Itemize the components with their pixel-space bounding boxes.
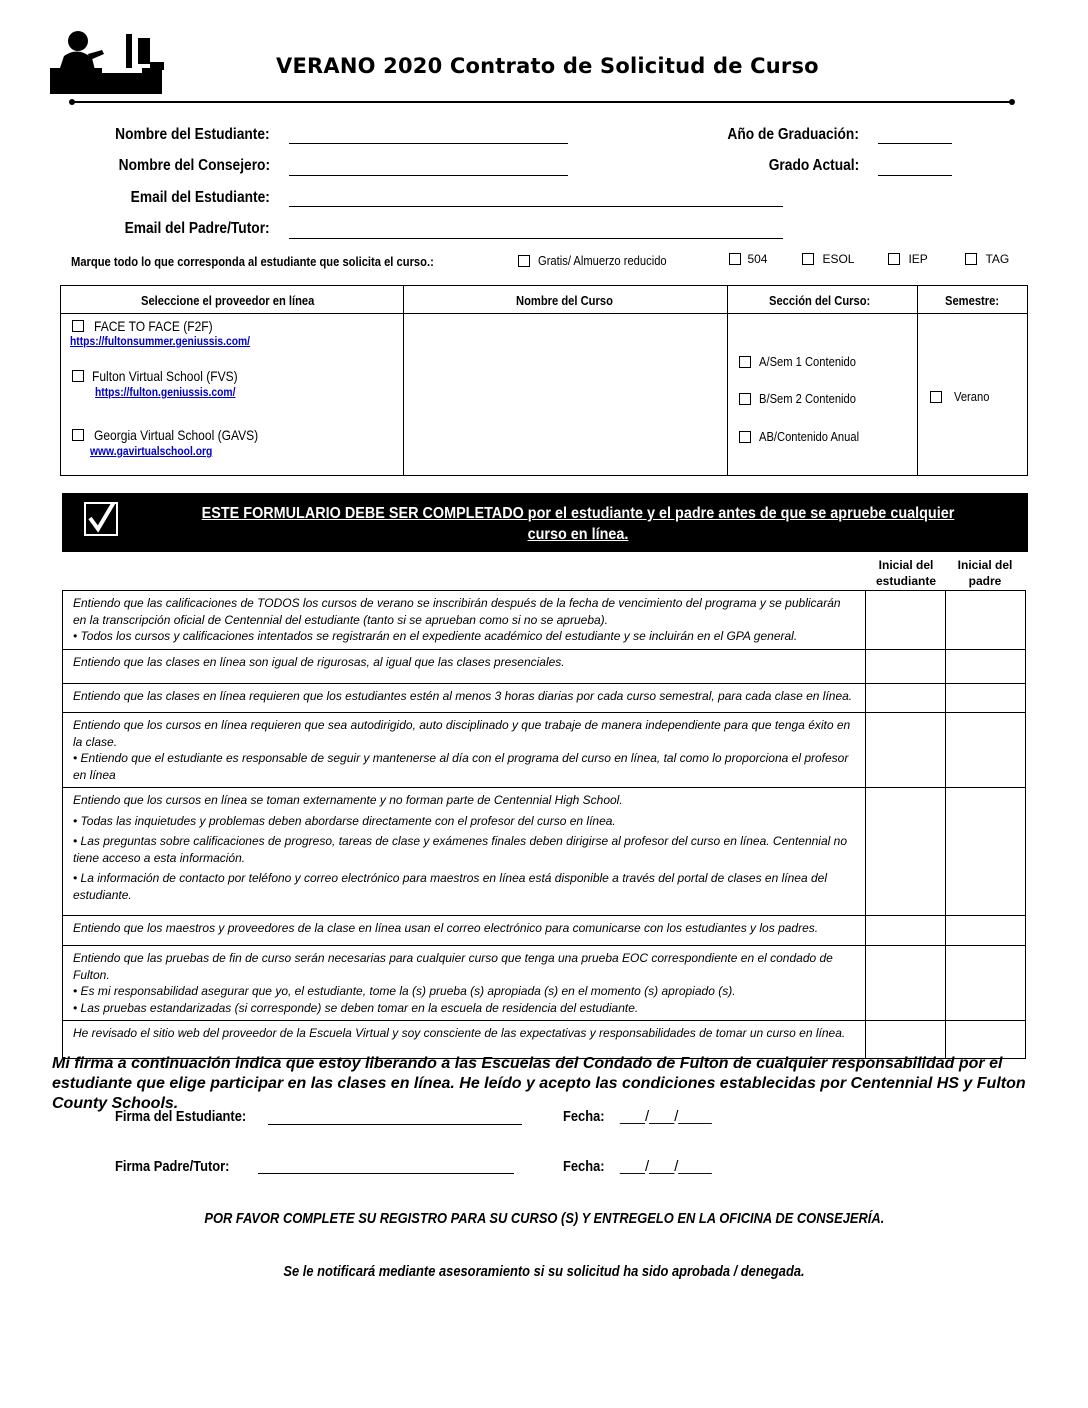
section-ab-checkbox[interactable] bbox=[739, 431, 751, 443]
section-b-checkbox[interactable] bbox=[739, 393, 751, 405]
semester-header: Semestre: bbox=[945, 293, 1000, 308]
notice-banner bbox=[62, 493, 1028, 552]
student-signature-field[interactable] bbox=[268, 1124, 522, 1125]
student-initial-box[interactable] bbox=[866, 591, 946, 650]
student-initial-box[interactable] bbox=[866, 684, 946, 713]
parent-date-field[interactable]: ___/___/____ bbox=[620, 1158, 712, 1175]
student-initial-header: Inicial del estudiante bbox=[875, 558, 936, 588]
header-divider bbox=[72, 101, 1012, 103]
student-name-field[interactable] bbox=[289, 143, 568, 144]
parent-email-label: Email del Padre/Tutor: bbox=[124, 220, 270, 237]
section-ab[interactable]: AB/Contenido Anual bbox=[739, 428, 875, 444]
liability-disclaimer: Mi firma a continuación indica que estoy liberando a las Escuelas del Condado de Fulton de cualquier responsabilidad por el estudiante que elige participar en las clases en línea. He leído y acepto las condiciones establecidas por Centennial HS y Fulton County Schools. bbox=[52, 1055, 1026, 1112]
parent-initial-box[interactable] bbox=[946, 788, 1026, 916]
grad-year-label: Año de Graduación: bbox=[727, 126, 859, 143]
banner-text: ESTE FORMULARIO DEBE SER COMPLETADO por el estudiante y el padre antes de que se apruebe cualquier curso en línea. bbox=[201, 505, 955, 543]
current-grade-label: Grado Actual: bbox=[768, 157, 859, 174]
agreement-row bbox=[63, 684, 1026, 713]
agreement-text: Entiendo que las clases en línea son igual de rigurosas, al igual que las clases presenciales. bbox=[63, 650, 866, 684]
agreement-row bbox=[63, 916, 1026, 946]
f2f-checkbox[interactable] bbox=[72, 320, 84, 332]
iep-checkbox[interactable] bbox=[888, 253, 900, 265]
lunch-checkbox[interactable] bbox=[518, 255, 530, 267]
tag-option[interactable]: TAG bbox=[965, 250, 1009, 268]
parent-initial-box[interactable] bbox=[946, 946, 1026, 1021]
parent-initial-box[interactable] bbox=[946, 1021, 1026, 1059]
notification-note: Se le notificará mediante asesoramiento si su solicitud ha sido aprobada / denegada. bbox=[283, 1263, 805, 1280]
iep-option[interactable]: IEP bbox=[888, 250, 928, 268]
parent-initial-box[interactable] bbox=[946, 916, 1026, 946]
course-name-column[interactable] bbox=[404, 286, 728, 475]
student-initial-box[interactable] bbox=[866, 1021, 946, 1059]
section-column bbox=[728, 286, 918, 475]
verano-checkbox[interactable] bbox=[930, 391, 942, 403]
504-option[interactable]: 504 bbox=[729, 250, 767, 268]
student-email-field[interactable] bbox=[289, 206, 783, 207]
section-b[interactable]: B/Sem 2 Contenido bbox=[739, 390, 871, 406]
parent-signature-field[interactable] bbox=[258, 1173, 514, 1174]
student-signature-label: Firma del Estudiante: bbox=[115, 1108, 247, 1125]
current-grade-field[interactable] bbox=[878, 175, 952, 176]
parent-initial-header: Inicial del padre bbox=[957, 558, 1013, 588]
504-checkbox[interactable] bbox=[729, 253, 741, 265]
provider-fvs[interactable]: Fulton Virtual School (FVS) bbox=[72, 367, 261, 384]
grad-year-field[interactable] bbox=[878, 143, 952, 144]
page-title: VERANO 2020 Contrato de Solicitud de Curso bbox=[276, 54, 819, 78]
counselor-name-label: Nombre del Consejero: bbox=[118, 157, 270, 174]
student-email-label: Email del Estudiante: bbox=[130, 189, 270, 206]
agreement-text: Entiendo que las calificaciones de TODOS los cursos de verano se inscribirán después de la fecha de vencimiento del programa y se publicarán en la transcripción oficial de Centennial del estudiante (tanto si se aprueban como si no se aprueba). • Todos los cursos y calificaciones intentados se registrarán en el expediente académico del estudiante y se incluirán en el GPA general. bbox=[63, 591, 866, 650]
agreement-text: Entiendo que las pruebas de fin de curso serán necesarias para cualquier curso que tenga una prueba EOC correspondiente en el condado de Fulton. • Es mi responsabilidad asegurar que yo, el estudiante, tome la (s) prueba (s) apropiada (s) en el momento (s) apropiado (s). • Las pruebas estandarizadas (si corresponde) se deben tomar en la escuela de residencia del estudiante. bbox=[63, 946, 866, 1021]
fvs-link[interactable]: https://fulton.geniussis.com/ bbox=[95, 385, 236, 399]
checkmark-box-icon bbox=[84, 502, 118, 536]
gavs-link[interactable]: www.gavirtualschool.org bbox=[90, 444, 213, 458]
student-initial-box[interactable] bbox=[866, 916, 946, 946]
agreement-row bbox=[63, 713, 1026, 788]
agreement-row bbox=[63, 788, 1026, 916]
parent-signature-label: Firma Padre/Tutor: bbox=[115, 1158, 230, 1175]
fvs-checkbox[interactable] bbox=[72, 370, 84, 382]
agreement-text: Entiendo que los maestros y proveedores de la clase en línea usan el correo electrónico para comunicarse con los estudiantes y los padres. bbox=[63, 916, 866, 946]
parent-initial-box[interactable] bbox=[946, 591, 1026, 650]
esol-checkbox[interactable] bbox=[802, 253, 814, 265]
parent-initial-box[interactable] bbox=[946, 713, 1026, 788]
student-initial-box[interactable] bbox=[866, 713, 946, 788]
semester-verano[interactable]: Verano bbox=[930, 388, 995, 404]
agreement-row bbox=[63, 946, 1026, 1021]
mark-all-label: Marque todo lo que corresponda al estudiante que solicita el curso.: bbox=[71, 254, 434, 269]
section-a-checkbox[interactable] bbox=[739, 356, 751, 368]
agreement-text: He revisado el sitio web del proveedor de la Escuela Virtual y soy consciente de las expectativas y responsabilidades de tomar un curso en línea. bbox=[63, 1021, 866, 1059]
gavs-checkbox[interactable] bbox=[72, 429, 84, 441]
student-date-field[interactable]: ___/___/____ bbox=[620, 1108, 712, 1125]
agreement-table bbox=[62, 590, 1026, 1059]
parent-initial-box[interactable] bbox=[946, 650, 1026, 684]
student-initial-box[interactable] bbox=[866, 946, 946, 1021]
parent-date-label: Fecha: bbox=[563, 1158, 605, 1175]
agreement-text: Entiendo que las clases en línea requieren que los estudiantes estén al menos 3 horas diarias por cada curso semestral, para cada clase en línea. bbox=[63, 684, 866, 713]
provider-gavs[interactable]: Georgia Virtual School (GAVS) bbox=[72, 426, 285, 443]
f2f-link[interactable]: https://fultonsummer.geniussis.com/ bbox=[70, 334, 251, 348]
lunch-option[interactable]: Gratis/ Almuerzo reducido bbox=[518, 252, 688, 270]
submission-note: POR FAVOR COMPLETE SU REGISTRO PARA SU CURSO (S) Y ENTREGELO EN LA OFICINA DE CONSEJERÍA. bbox=[204, 1210, 884, 1227]
section-a[interactable]: A/Sem 1 Contenido bbox=[739, 353, 871, 369]
parent-initial-box[interactable] bbox=[946, 684, 1026, 713]
provider-f2f[interactable]: FACE TO FACE (F2F) bbox=[72, 317, 232, 334]
student-initial-box[interactable] bbox=[866, 650, 946, 684]
agreement-text: Entiendo que los cursos en línea requieren que sea autodirigido, auto disciplinado y que trabaje de manera independiente para que tenga éxito en la clase. • Entiendo que el estudiante es responsable de seguir y mantenerse al día con el programa del curso en línea, tal como lo proporciona el profesor en línea bbox=[63, 713, 866, 788]
agreement-row bbox=[63, 1021, 1026, 1059]
esol-option[interactable]: ESOL bbox=[802, 250, 854, 268]
agreement-row bbox=[63, 650, 1026, 684]
counselor-name-field[interactable] bbox=[289, 175, 568, 176]
student-initial-box[interactable] bbox=[866, 788, 946, 916]
section-header: Sección del Curso: bbox=[769, 293, 871, 308]
tag-checkbox[interactable] bbox=[965, 253, 977, 265]
course-name-header: Nombre del Curso bbox=[516, 293, 613, 308]
agreement-row bbox=[63, 591, 1026, 650]
agreement-text: Entiendo que los cursos en línea se toman externamente y no forman parte de Centennial High School. • Todas las inquietudes y problemas deben abordarse directamente con el profesor del curso en línea. • Las preguntas sobre calificaciones de progreso, tareas de clase y exámenes finales deben dirigirse al profesor del curso en línea. Centennial no tiene acceso a esta información. • La información de contacto por teléfono y correo electrónico para maestros en línea está disponible a través del portal de clases en línea del estudiante. bbox=[63, 788, 866, 916]
student-name-label: Nombre del Estudiante: bbox=[115, 126, 270, 143]
student-at-computer-icon bbox=[50, 28, 166, 94]
student-date-label: Fecha: bbox=[563, 1108, 605, 1125]
parent-email-field[interactable] bbox=[289, 238, 783, 239]
provider-header: Seleccione el proveedor en línea bbox=[141, 293, 315, 308]
provider-table bbox=[60, 285, 1028, 476]
